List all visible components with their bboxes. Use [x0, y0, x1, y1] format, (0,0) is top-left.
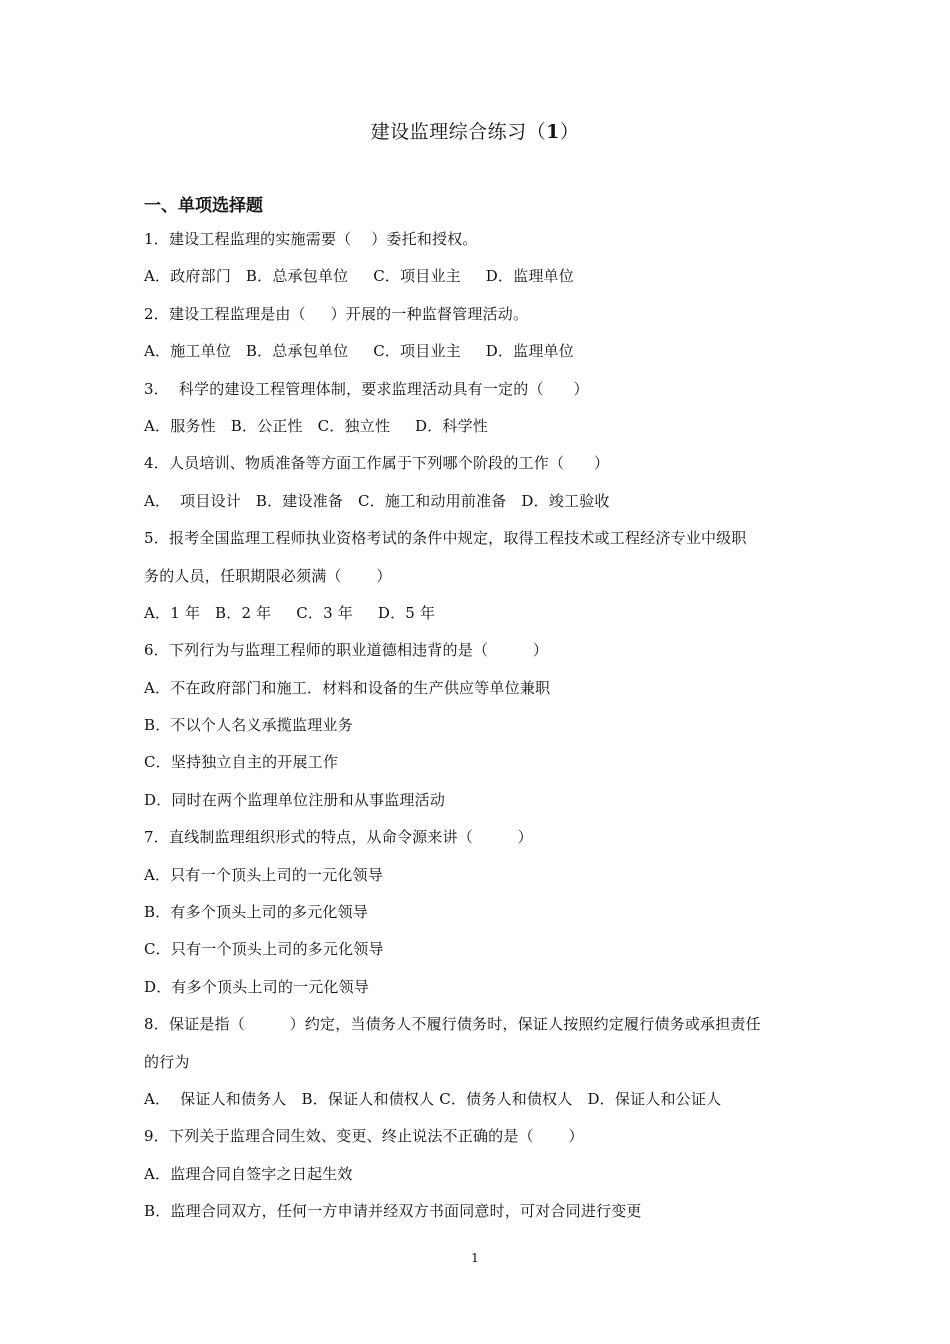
answer-option: D．有多个顶头上司的一元化领导: [144, 977, 370, 996]
question-text-continued: 的行为: [144, 1052, 190, 1071]
answer-option: A．监理合同自签字之日起生效: [144, 1164, 353, 1183]
answer-option: B．有多个顶头上司的多元化领导: [144, 903, 369, 922]
title-number: 1: [546, 121, 560, 143]
answer-options: A．政府部门 B．总承包单位 C．项目业主 D．监理单位: [144, 267, 574, 286]
answer-option: C．只有一个顶头上司的多元化领导: [144, 940, 384, 959]
title-close: ）: [559, 121, 580, 143]
question-list: [144, 226, 824, 1236]
answer-options: A．施工单位 B．总承包单位 C．项目业主 D．监理单位: [144, 342, 574, 361]
answer-options: A．1 年 B．2 年 C．3 年 D．5 年: [144, 603, 436, 622]
answer-option: B．不以个人名义承揽监理业务: [144, 716, 353, 735]
answer-option: D．同时在两个监理单位注册和从事监理活动: [144, 790, 446, 809]
section-heading: 一、单项选择题: [144, 196, 263, 216]
answer-option: C．坚持独立自主的开展工作: [144, 753, 339, 772]
question-text: 4．人员培训、物质准备等方面工作属于下列哪个阶段的工作（ ）: [144, 454, 610, 473]
answer-option: A．只有一个顶头上司的一元化领导: [144, 865, 384, 884]
page-number: 1: [471, 1251, 479, 1265]
question-text: 2．建设工程监理是由（ ）开展的一种监督管理活动。: [144, 304, 529, 323]
question-text: 9．下列关于监理合同生效、变更、终止说法不正确的是（ ）: [144, 1127, 584, 1146]
question-text: 5．报考全国监理工程师执业资格考试的条件中规定，取得工程技术或工程经济专业中级职: [144, 529, 747, 548]
answer-options: A． 保证人和债务人 B．保证人和债权人 C．债务人和债权人 D．保证人和公证人: [144, 1089, 722, 1108]
question-text: 1．建设工程监理的实施需要（ ）委托和授权。: [144, 230, 478, 248]
question-text: 6．下列行为与监理工程师的职业道德相违背的是（ ）: [144, 641, 549, 660]
question-text: 8．保证是指（ ）约定，当债务人不履行债务时，保证人按照约定履行债务或承担责任: [144, 1015, 761, 1034]
question-text-continued: 务的人员，任职期限必须满（ ）: [144, 566, 392, 585]
answer-options: A． 项目设计 B．建设准备 C．施工和动用前准备 D．竣工验收: [144, 491, 610, 510]
question-text: 7．直线制监理组织形式的特点，从命令源来讲（ ）: [144, 828, 533, 847]
document-title: [0, 119, 950, 145]
answer-option: A．不在政府部门和施工．材料和设备的生产供应等单位兼职: [144, 678, 551, 697]
answer-option: B．监理合同双方，任何一方申请并经双方书面同意时，可对合同进行变更: [144, 1202, 642, 1221]
title-text: 建设监理综合练习（: [370, 121, 547, 143]
question-text: 3． 科学的建设工程管理体制，要求监理活动具有一定的（ ）: [144, 379, 589, 398]
answer-options: A．服务性 B．公正性 C．独立性 D．科学性: [144, 416, 489, 435]
